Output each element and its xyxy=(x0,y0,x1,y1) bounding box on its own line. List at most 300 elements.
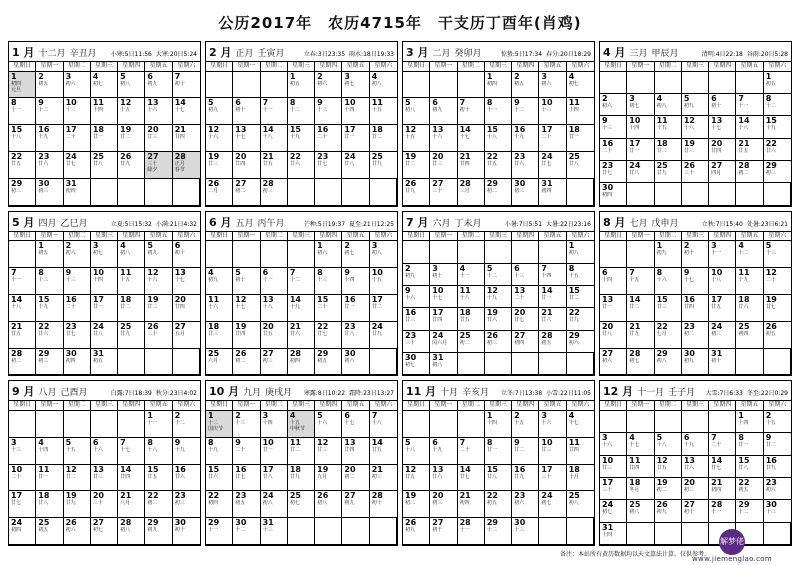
day-cell[interactable] xyxy=(655,456,682,478)
day-cell[interactable] xyxy=(655,241,682,268)
day-cell[interactable] xyxy=(315,491,342,518)
day-cell[interactable] xyxy=(233,518,260,545)
day-cell[interactable] xyxy=(430,179,457,206)
day-cell[interactable] xyxy=(600,456,627,478)
day-cell[interactable] xyxy=(485,465,512,492)
day-cell[interactable] xyxy=(64,241,91,268)
day-cell[interactable] xyxy=(315,241,342,268)
day-cell[interactable] xyxy=(288,465,315,492)
day-cell[interactable] xyxy=(485,518,512,545)
day-cell[interactable] xyxy=(736,139,763,161)
day-cell[interactable] xyxy=(655,94,682,116)
day-cell[interactable] xyxy=(403,152,430,179)
day-cell[interactable] xyxy=(655,116,682,138)
day-cell[interactable] xyxy=(36,98,63,125)
day-cell[interactable] xyxy=(600,500,627,522)
day-cell[interactable] xyxy=(682,241,709,268)
day-cell[interactable] xyxy=(764,411,791,433)
day-cell[interactable] xyxy=(567,72,594,99)
day-cell[interactable] xyxy=(458,264,485,286)
day-cell[interactable] xyxy=(655,349,682,376)
day-cell[interactable] xyxy=(485,308,512,330)
day-cell[interactable] xyxy=(567,491,594,518)
day-cell[interactable] xyxy=(36,268,63,295)
day-cell[interactable] xyxy=(233,125,260,152)
day-cell[interactable] xyxy=(682,268,709,295)
day-cell[interactable] xyxy=(655,433,682,455)
day-cell[interactable] xyxy=(539,438,566,465)
day-cell[interactable] xyxy=(342,268,369,295)
day-cell[interactable] xyxy=(206,438,233,465)
day-cell[interactable] xyxy=(206,491,233,518)
day-cell[interactable] xyxy=(736,478,763,500)
day-cell[interactable] xyxy=(173,518,200,545)
day-cell[interactable] xyxy=(539,491,566,518)
day-cell[interactable] xyxy=(9,268,36,295)
day-cell[interactable] xyxy=(736,268,763,295)
day-cell[interactable] xyxy=(342,491,369,518)
day-cell[interactable] xyxy=(315,152,342,179)
day-cell[interactable] xyxy=(261,295,288,322)
day-cell[interactable] xyxy=(173,241,200,268)
day-cell[interactable] xyxy=(233,179,260,206)
day-cell[interactable] xyxy=(709,349,736,376)
day-cell[interactable] xyxy=(118,465,145,492)
day-cell[interactable] xyxy=(91,322,118,349)
day-cell[interactable] xyxy=(627,456,654,478)
day-cell[interactable] xyxy=(91,98,118,125)
day-cell[interactable] xyxy=(512,72,539,99)
day-cell[interactable] xyxy=(512,411,539,438)
day-cell[interactable] xyxy=(512,286,539,308)
day-cell[interactable] xyxy=(458,179,485,206)
day-cell[interactable] xyxy=(315,72,342,99)
day-cell[interactable] xyxy=(764,500,791,522)
day-cell[interactable] xyxy=(64,72,91,99)
day-cell[interactable] xyxy=(709,478,736,500)
day-cell[interactable] xyxy=(173,491,200,518)
day-cell[interactable] xyxy=(600,478,627,500)
day-cell[interactable] xyxy=(91,465,118,492)
day-cell[interactable] xyxy=(567,98,594,125)
day-cell[interactable] xyxy=(206,268,233,295)
day-cell[interactable] xyxy=(261,465,288,492)
day-cell[interactable] xyxy=(539,125,566,152)
day-cell[interactable] xyxy=(627,295,654,322)
day-cell[interactable] xyxy=(512,438,539,465)
day-cell[interactable] xyxy=(430,264,457,286)
day-cell[interactable] xyxy=(288,98,315,125)
day-cell[interactable] xyxy=(118,152,145,179)
day-cell[interactable] xyxy=(512,125,539,152)
day-cell[interactable] xyxy=(736,241,763,268)
day-cell[interactable] xyxy=(288,411,315,438)
day-cell[interactable] xyxy=(206,98,233,125)
day-cell[interactable] xyxy=(145,98,172,125)
day-cell[interactable] xyxy=(600,433,627,455)
day-cell[interactable] xyxy=(627,139,654,161)
day-cell[interactable] xyxy=(600,523,627,545)
day-cell[interactable] xyxy=(206,179,233,206)
day-cell[interactable] xyxy=(512,98,539,125)
day-cell[interactable] xyxy=(261,438,288,465)
day-cell[interactable] xyxy=(430,465,457,492)
day-cell[interactable] xyxy=(342,349,369,376)
day-cell[interactable] xyxy=(430,98,457,125)
day-cell[interactable] xyxy=(627,478,654,500)
day-cell[interactable] xyxy=(288,268,315,295)
day-cell[interactable] xyxy=(9,438,36,465)
day-cell[interactable] xyxy=(173,268,200,295)
day-cell[interactable] xyxy=(206,349,233,376)
day-cell[interactable] xyxy=(64,268,91,295)
day-cell[interactable] xyxy=(261,152,288,179)
day-cell[interactable] xyxy=(485,125,512,152)
day-cell[interactable] xyxy=(145,322,172,349)
day-cell[interactable] xyxy=(682,433,709,455)
day-cell[interactable] xyxy=(458,491,485,518)
day-cell[interactable] xyxy=(118,98,145,125)
day-cell[interactable] xyxy=(370,491,397,518)
day-cell[interactable] xyxy=(764,139,791,161)
day-cell[interactable] xyxy=(709,268,736,295)
day-cell[interactable] xyxy=(600,349,627,376)
day-cell[interactable] xyxy=(288,438,315,465)
day-cell[interactable] xyxy=(485,98,512,125)
day-cell[interactable] xyxy=(682,295,709,322)
day-cell[interactable] xyxy=(9,152,36,179)
day-cell[interactable] xyxy=(709,94,736,116)
day-cell[interactable] xyxy=(655,139,682,161)
day-cell[interactable] xyxy=(485,72,512,99)
day-cell[interactable] xyxy=(764,322,791,349)
day-cell[interactable] xyxy=(403,518,430,545)
day-cell[interactable] xyxy=(458,438,485,465)
day-cell[interactable] xyxy=(403,465,430,492)
day-cell[interactable] xyxy=(567,411,594,438)
day-cell[interactable] xyxy=(315,438,342,465)
day-cell[interactable] xyxy=(567,241,594,263)
day-cell[interactable] xyxy=(764,72,791,94)
day-cell[interactable] xyxy=(342,411,369,438)
day-cell[interactable] xyxy=(458,125,485,152)
day-cell[interactable] xyxy=(682,116,709,138)
day-cell[interactable] xyxy=(261,98,288,125)
day-cell[interactable] xyxy=(145,72,172,99)
day-cell[interactable] xyxy=(233,465,260,492)
day-cell[interactable] xyxy=(206,295,233,322)
day-cell[interactable] xyxy=(206,322,233,349)
day-cell[interactable] xyxy=(709,241,736,268)
day-cell[interactable] xyxy=(370,98,397,125)
day-cell[interactable] xyxy=(430,353,457,375)
day-cell[interactable] xyxy=(36,438,63,465)
day-cell[interactable] xyxy=(736,500,763,522)
day-cell[interactable] xyxy=(512,491,539,518)
day-cell[interactable] xyxy=(682,139,709,161)
day-cell[interactable] xyxy=(430,286,457,308)
day-cell[interactable] xyxy=(36,152,63,179)
day-cell[interactable] xyxy=(600,268,627,295)
day-cell[interactable] xyxy=(342,72,369,99)
day-cell[interactable] xyxy=(600,322,627,349)
day-cell[interactable] xyxy=(9,349,36,376)
day-cell[interactable] xyxy=(288,152,315,179)
day-cell[interactable] xyxy=(512,152,539,179)
day-cell[interactable] xyxy=(682,161,709,183)
day-cell[interactable] xyxy=(370,268,397,295)
day-cell[interactable] xyxy=(9,72,36,99)
day-cell[interactable] xyxy=(91,152,118,179)
day-cell[interactable] xyxy=(36,465,63,492)
day-cell[interactable] xyxy=(64,322,91,349)
day-cell[interactable] xyxy=(567,331,594,353)
day-cell[interactable] xyxy=(682,478,709,500)
day-cell[interactable] xyxy=(64,465,91,492)
day-cell[interactable] xyxy=(403,179,430,206)
day-cell[interactable] xyxy=(36,322,63,349)
day-cell[interactable] xyxy=(458,98,485,125)
day-cell[interactable] xyxy=(342,152,369,179)
day-cell[interactable] xyxy=(655,500,682,522)
day-cell[interactable] xyxy=(342,438,369,465)
day-cell[interactable] xyxy=(145,125,172,152)
day-cell[interactable] xyxy=(173,152,200,179)
day-cell[interactable] xyxy=(91,295,118,322)
day-cell[interactable] xyxy=(709,456,736,478)
day-cell[interactable] xyxy=(539,152,566,179)
day-cell[interactable] xyxy=(36,241,63,268)
day-cell[interactable] xyxy=(315,349,342,376)
day-cell[interactable] xyxy=(458,286,485,308)
day-cell[interactable] xyxy=(485,438,512,465)
day-cell[interactable] xyxy=(233,491,260,518)
day-cell[interactable] xyxy=(370,465,397,492)
day-cell[interactable] xyxy=(9,322,36,349)
day-cell[interactable] xyxy=(627,94,654,116)
day-cell[interactable] xyxy=(145,518,172,545)
day-cell[interactable] xyxy=(64,295,91,322)
day-cell[interactable] xyxy=(567,152,594,179)
day-cell[interactable] xyxy=(655,295,682,322)
day-cell[interactable] xyxy=(485,331,512,353)
day-cell[interactable] xyxy=(206,152,233,179)
day-cell[interactable] xyxy=(9,295,36,322)
day-cell[interactable] xyxy=(403,438,430,465)
day-cell[interactable] xyxy=(430,491,457,518)
day-cell[interactable] xyxy=(709,295,736,322)
day-cell[interactable] xyxy=(736,295,763,322)
day-cell[interactable] xyxy=(36,518,63,545)
day-cell[interactable] xyxy=(91,268,118,295)
day-cell[interactable] xyxy=(261,349,288,376)
day-cell[interactable] xyxy=(145,241,172,268)
day-cell[interactable] xyxy=(9,518,36,545)
day-cell[interactable] xyxy=(627,433,654,455)
day-cell[interactable] xyxy=(627,268,654,295)
day-cell[interactable] xyxy=(64,98,91,125)
day-cell[interactable] xyxy=(315,322,342,349)
day-cell[interactable] xyxy=(261,518,288,545)
day-cell[interactable] xyxy=(118,268,145,295)
day-cell[interactable] xyxy=(627,500,654,522)
day-cell[interactable] xyxy=(233,295,260,322)
day-cell[interactable] xyxy=(627,161,654,183)
day-cell[interactable] xyxy=(9,179,36,206)
day-cell[interactable] xyxy=(682,322,709,349)
day-cell[interactable] xyxy=(655,478,682,500)
day-cell[interactable] xyxy=(64,349,91,376)
day-cell[interactable] xyxy=(9,98,36,125)
day-cell[interactable] xyxy=(315,98,342,125)
day-cell[interactable] xyxy=(539,264,566,286)
day-cell[interactable] xyxy=(485,491,512,518)
day-cell[interactable] xyxy=(539,308,566,330)
day-cell[interactable] xyxy=(173,411,200,438)
day-cell[interactable] xyxy=(118,322,145,349)
day-cell[interactable] xyxy=(458,518,485,545)
day-cell[interactable] xyxy=(342,241,369,268)
day-cell[interactable] xyxy=(458,465,485,492)
day-cell[interactable] xyxy=(539,72,566,99)
day-cell[interactable] xyxy=(91,241,118,268)
day-cell[interactable] xyxy=(539,331,566,353)
day-cell[interactable] xyxy=(36,295,63,322)
day-cell[interactable] xyxy=(430,152,457,179)
day-cell[interactable] xyxy=(288,125,315,152)
day-cell[interactable] xyxy=(627,322,654,349)
day-cell[interactable] xyxy=(512,518,539,545)
day-cell[interactable] xyxy=(145,438,172,465)
day-cell[interactable] xyxy=(64,152,91,179)
day-cell[interactable] xyxy=(736,161,763,183)
day-cell[interactable] xyxy=(682,456,709,478)
day-cell[interactable] xyxy=(145,411,172,438)
day-cell[interactable] xyxy=(764,295,791,322)
day-cell[interactable] xyxy=(764,478,791,500)
day-cell[interactable] xyxy=(288,72,315,99)
day-cell[interactable] xyxy=(288,295,315,322)
day-cell[interactable] xyxy=(118,491,145,518)
day-cell[interactable] xyxy=(709,322,736,349)
day-cell[interactable] xyxy=(233,411,260,438)
day-cell[interactable] xyxy=(91,125,118,152)
day-cell[interactable] xyxy=(567,308,594,330)
day-cell[interactable] xyxy=(145,152,172,179)
day-cell[interactable] xyxy=(682,94,709,116)
day-cell[interactable] xyxy=(315,465,342,492)
day-cell[interactable] xyxy=(288,349,315,376)
day-cell[interactable] xyxy=(173,295,200,322)
day-cell[interactable] xyxy=(36,125,63,152)
day-cell[interactable] xyxy=(370,322,397,349)
day-cell[interactable] xyxy=(430,331,457,353)
day-cell[interactable] xyxy=(403,125,430,152)
day-cell[interactable] xyxy=(342,465,369,492)
day-cell[interactable] xyxy=(539,465,566,492)
day-cell[interactable] xyxy=(600,94,627,116)
day-cell[interactable] xyxy=(567,286,594,308)
day-cell[interactable] xyxy=(118,518,145,545)
day-cell[interactable] xyxy=(512,331,539,353)
day-cell[interactable] xyxy=(173,72,200,99)
day-cell[interactable] xyxy=(64,179,91,206)
day-cell[interactable] xyxy=(206,411,233,438)
day-cell[interactable] xyxy=(206,125,233,152)
day-cell[interactable] xyxy=(403,331,430,353)
day-cell[interactable] xyxy=(36,491,63,518)
day-cell[interactable] xyxy=(764,268,791,295)
day-cell[interactable] xyxy=(458,308,485,330)
day-cell[interactable] xyxy=(91,349,118,376)
day-cell[interactable] xyxy=(512,179,539,206)
day-cell[interactable] xyxy=(118,72,145,99)
day-cell[interactable] xyxy=(403,264,430,286)
day-cell[interactable] xyxy=(370,438,397,465)
day-cell[interactable] xyxy=(682,500,709,522)
day-cell[interactable] xyxy=(655,161,682,183)
day-cell[interactable] xyxy=(485,264,512,286)
day-cell[interactable] xyxy=(315,268,342,295)
day-cell[interactable] xyxy=(539,179,566,206)
day-cell[interactable] xyxy=(512,465,539,492)
day-cell[interactable] xyxy=(36,349,63,376)
day-cell[interactable] xyxy=(261,268,288,295)
day-cell[interactable] xyxy=(627,116,654,138)
day-cell[interactable] xyxy=(458,331,485,353)
day-cell[interactable] xyxy=(736,456,763,478)
day-cell[interactable] xyxy=(485,286,512,308)
day-cell[interactable] xyxy=(600,161,627,183)
day-cell[interactable] xyxy=(261,322,288,349)
day-cell[interactable] xyxy=(342,125,369,152)
day-cell[interactable] xyxy=(655,268,682,295)
day-cell[interactable] xyxy=(342,98,369,125)
day-cell[interactable] xyxy=(682,349,709,376)
day-cell[interactable] xyxy=(403,308,430,330)
day-cell[interactable] xyxy=(370,125,397,152)
day-cell[interactable] xyxy=(370,411,397,438)
day-cell[interactable] xyxy=(145,491,172,518)
day-cell[interactable] xyxy=(764,456,791,478)
day-cell[interactable] xyxy=(342,322,369,349)
day-cell[interactable] xyxy=(36,72,63,99)
day-cell[interactable] xyxy=(91,491,118,518)
day-cell[interactable] xyxy=(764,241,791,268)
day-cell[interactable] xyxy=(173,98,200,125)
day-cell[interactable] xyxy=(233,322,260,349)
day-cell[interactable] xyxy=(485,152,512,179)
day-cell[interactable] xyxy=(233,438,260,465)
day-cell[interactable] xyxy=(764,433,791,455)
day-cell[interactable] xyxy=(764,94,791,116)
day-cell[interactable] xyxy=(233,152,260,179)
day-cell[interactable] xyxy=(64,518,91,545)
day-cell[interactable] xyxy=(173,125,200,152)
day-cell[interactable] xyxy=(64,125,91,152)
day-cell[interactable] xyxy=(567,438,594,465)
day-cell[interactable] xyxy=(512,308,539,330)
day-cell[interactable] xyxy=(736,116,763,138)
day-cell[interactable] xyxy=(764,116,791,138)
day-cell[interactable] xyxy=(173,322,200,349)
day-cell[interactable] xyxy=(403,353,430,375)
day-cell[interactable] xyxy=(403,286,430,308)
day-cell[interactable] xyxy=(370,241,397,268)
day-cell[interactable] xyxy=(64,491,91,518)
day-cell[interactable] xyxy=(709,433,736,455)
day-cell[interactable] xyxy=(430,308,457,330)
